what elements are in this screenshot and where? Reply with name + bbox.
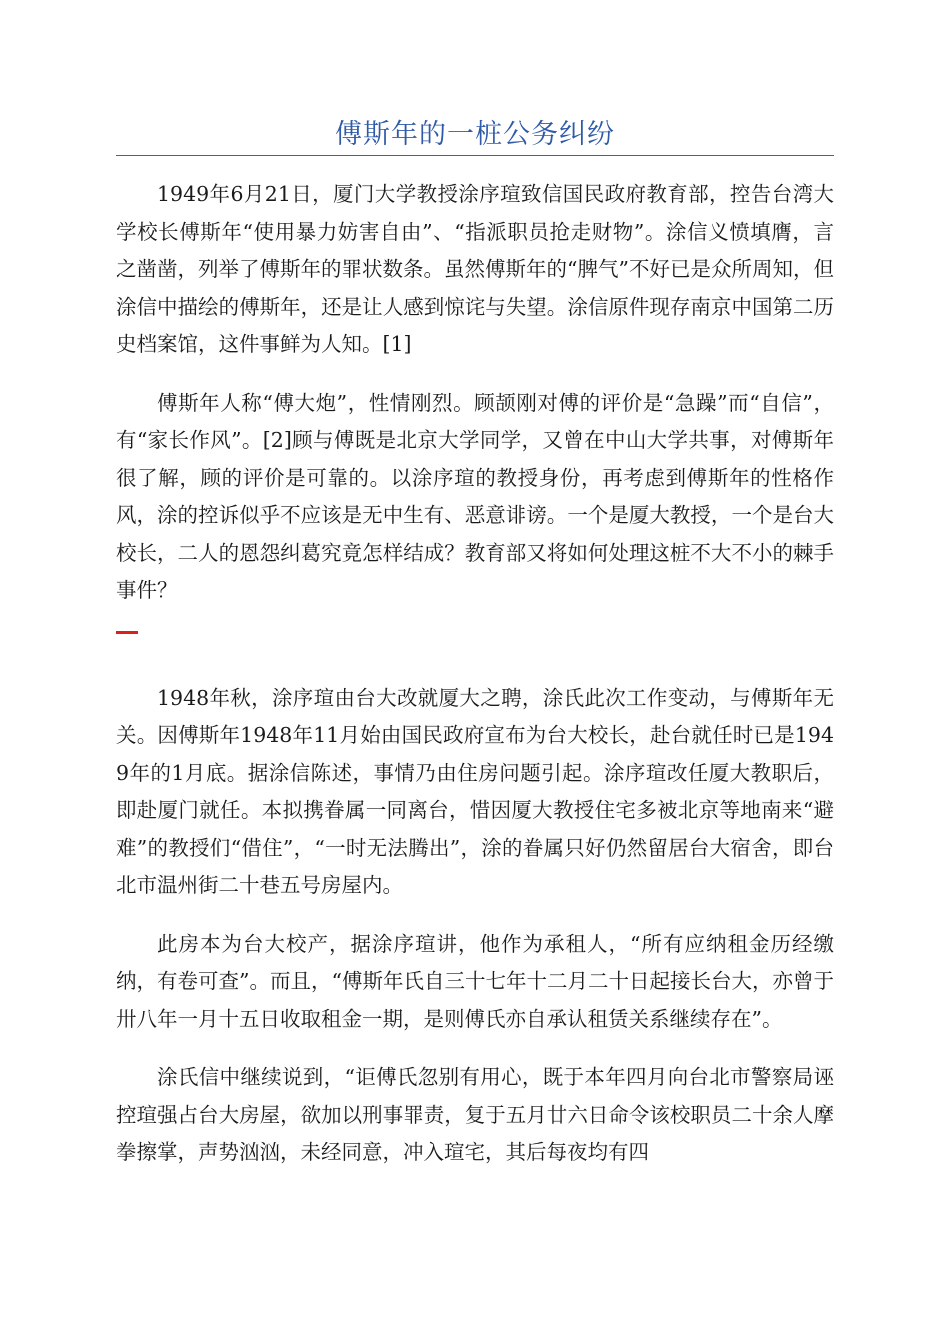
paragraph: 此房本为台大校产，据涂序瑄讲，他作为承租人，“所有应纳租金历经缴纳，有卷可查”。而且，“傅斯年氏自三十七年十二月二十日起接长台大，亦曾于卅八年一月十五日收取租金一期，是则傅氏亦自承认租赁关系继续存在”。 bbox=[116, 931, 834, 1031]
section-marker-label bbox=[116, 631, 117, 632]
article-body bbox=[116, 176, 834, 1193]
paragraph: 涂氏信中继续说到，“讵傅氏忽别有用心，既于本年四月向台北市警察局诬控瑄强占台大房屋，欲加以刑事罪责，复于五月廿六日命令该校职员二十余人摩拳擦掌，声势汹汹，未经同意，冲入瑄宅，其后每夜均有四 bbox=[116, 1065, 834, 1164]
section-marker bbox=[116, 631, 138, 634]
paragraph: 傅斯年人称“傅大炮”，性情刚烈。顾颉刚对傅的评价是“急躁”而“自信”，有“家长作风”。[2]顾与傅既是北京大学同学，又曾在中山大学共事，对傅斯年很了解，顾的评价是可靠的。以涂序瑄的教授身份，再考虑到傅斯年的性格作风，涂的控诉似乎不应该是无中生有、恶意诽谤。一个是厦大教授，一个是台大校长，二人的恩怨纠葛究竟怎样结成？教育部又将如何处理这桩不大不小的棘手事件？ bbox=[116, 390, 834, 602]
paragraph: 1948年秋，涂序瑄由台大改就厦大之聘，涂氏此次工作变动，与傅斯年无关。因傅斯年1948年11月始由国民政府宣布为台大校长，赴台就任时已是1949年的1月底。据涂信陈述，事情乃由住房问题引起。涂序瑄改任厦大教职后，即赴厦门就任。本拟携眷属一同离台，惜因厦大教授住宅多被北京等地南来“避难”的教授们“借住”，“一时无法腾出”，涂的眷属只好仍然留居台大宿舍，即台北市温州街二十巷五号房屋内。 bbox=[116, 685, 834, 897]
paragraph: 1949年6月21日，厦门大学教授涂序瑄致信国民政府教育部，控告台湾大学校长傅斯年“使用暴力妨害自由”、“指派职员抢走财物”。涂信义愤填膺，言之凿凿，列举了傅斯年的罪状数条。虽然傅斯年的“脾气”不好已是众所周知，但涂信中描绘的傅斯年，还是让人感到惊诧与失望。涂信原件现存南京中国第二历史档案馆，这件事鲜为人知。[1] bbox=[116, 182, 834, 356]
title-underline bbox=[116, 155, 834, 156]
document-title: 傅斯年的一桩公务纠纷 bbox=[335, 119, 615, 150]
